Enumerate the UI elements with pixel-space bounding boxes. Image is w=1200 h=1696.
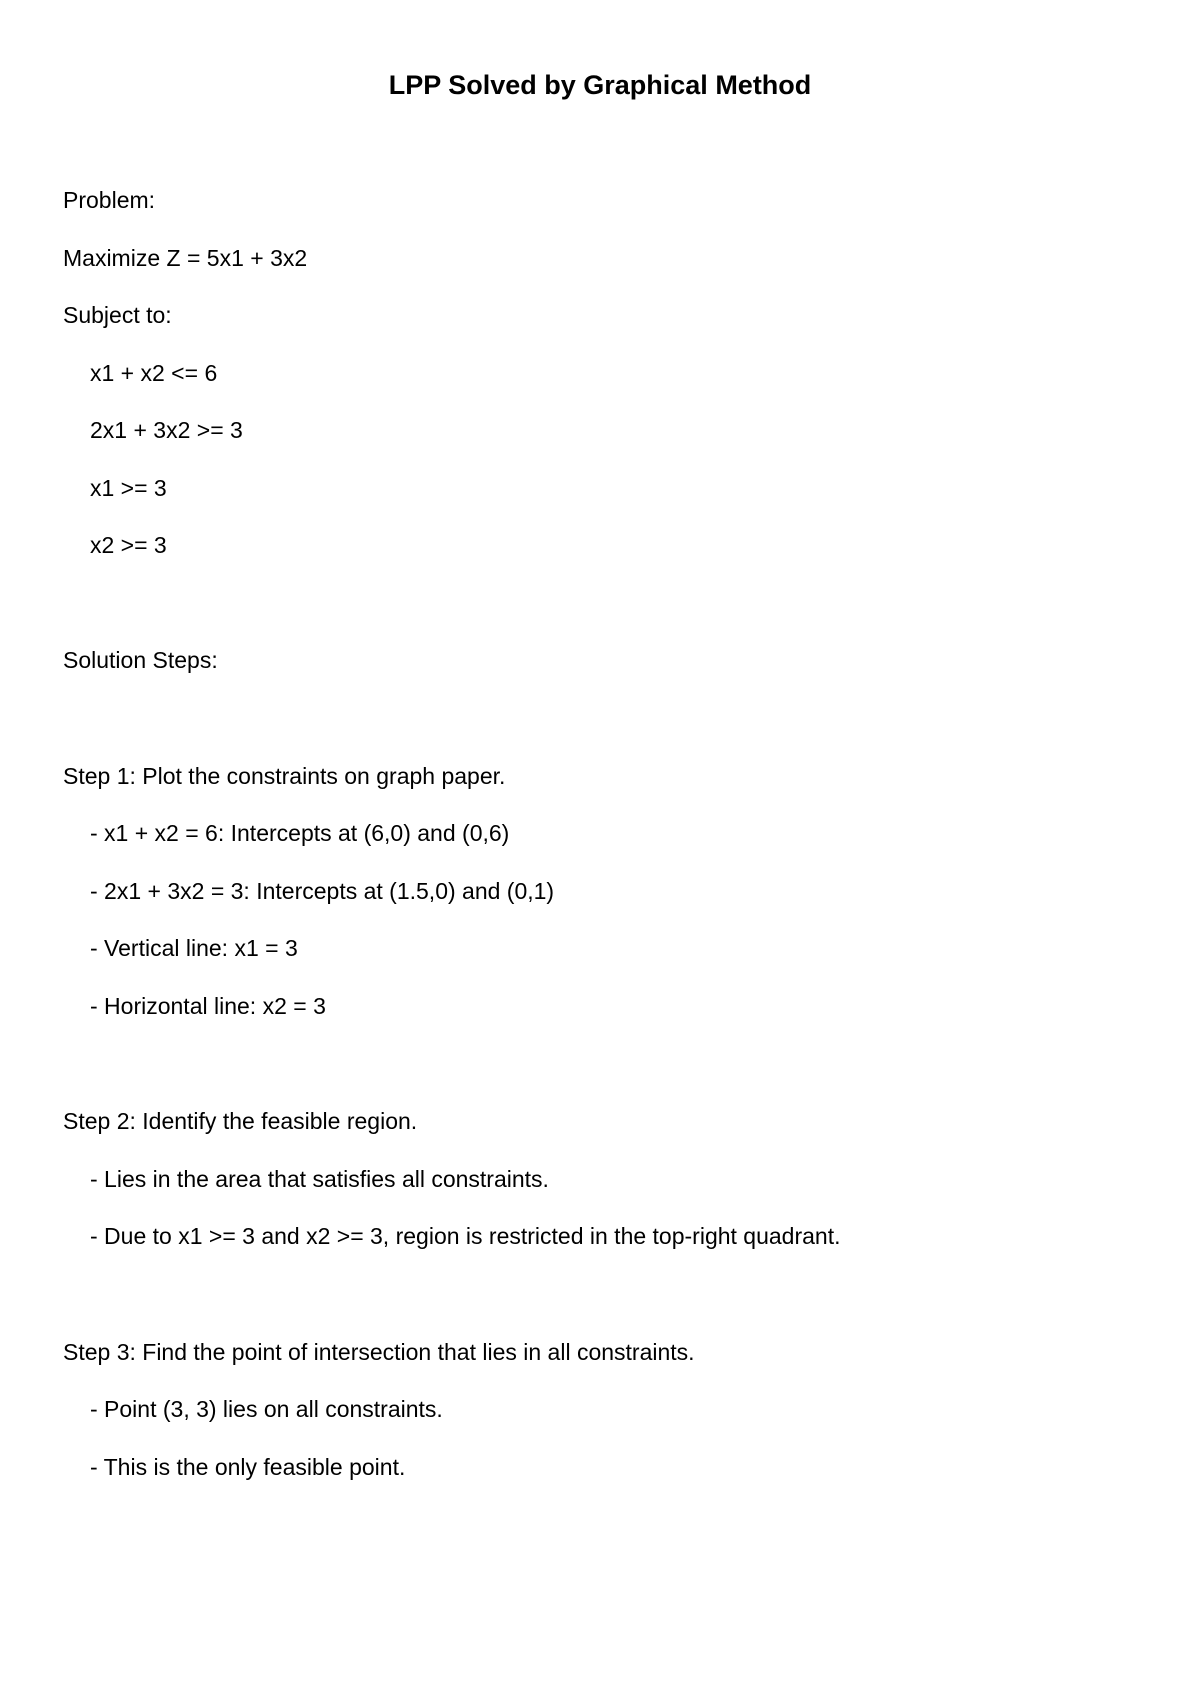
step-item: - This is the only feasible point. [90, 1454, 406, 1480]
step-item: - x1 + x2 = 6: Intercepts at (6,0) and (0,6) [90, 820, 510, 846]
step-title: Step 2: Identify the feasible region. [63, 1108, 418, 1134]
constraint-item: 2x1 + 3x2 >= 3 [90, 417, 243, 443]
problem-heading: Problem: [63, 187, 156, 213]
step-title: Step 3: Find the point of intersection that lies in all constraints. [63, 1339, 695, 1365]
objective-function: Maximize Z = 5x1 + 3x2 [63, 245, 308, 271]
step-item: - Lies in the area that satisfies all constraints. [90, 1166, 549, 1192]
step-item: - Horizontal line: x2 = 3 [90, 993, 326, 1019]
constraint-item: x2 >= 3 [90, 532, 167, 558]
constraint-item: x1 >= 3 [90, 475, 167, 501]
step-title: Step 1: Plot the constraints on graph paper. [63, 763, 506, 789]
step-item: - 2x1 + 3x2 = 3: Intercepts at (1.5,0) and (0,1) [90, 878, 555, 904]
step-item: - Due to x1 >= 3 and x2 >= 3, region is restricted in the top-right quadrant. [90, 1223, 841, 1249]
step-item: - Vertical line: x1 = 3 [90, 935, 298, 961]
page-title: LPP Solved by Graphical Method [388, 70, 812, 100]
constraint-item: x1 + x2 <= 6 [90, 360, 218, 386]
solution-heading: Solution Steps: [63, 647, 218, 673]
step-item: - Point (3, 3) lies on all constraints. [90, 1396, 443, 1422]
subject-to-label: Subject to: [63, 302, 172, 328]
